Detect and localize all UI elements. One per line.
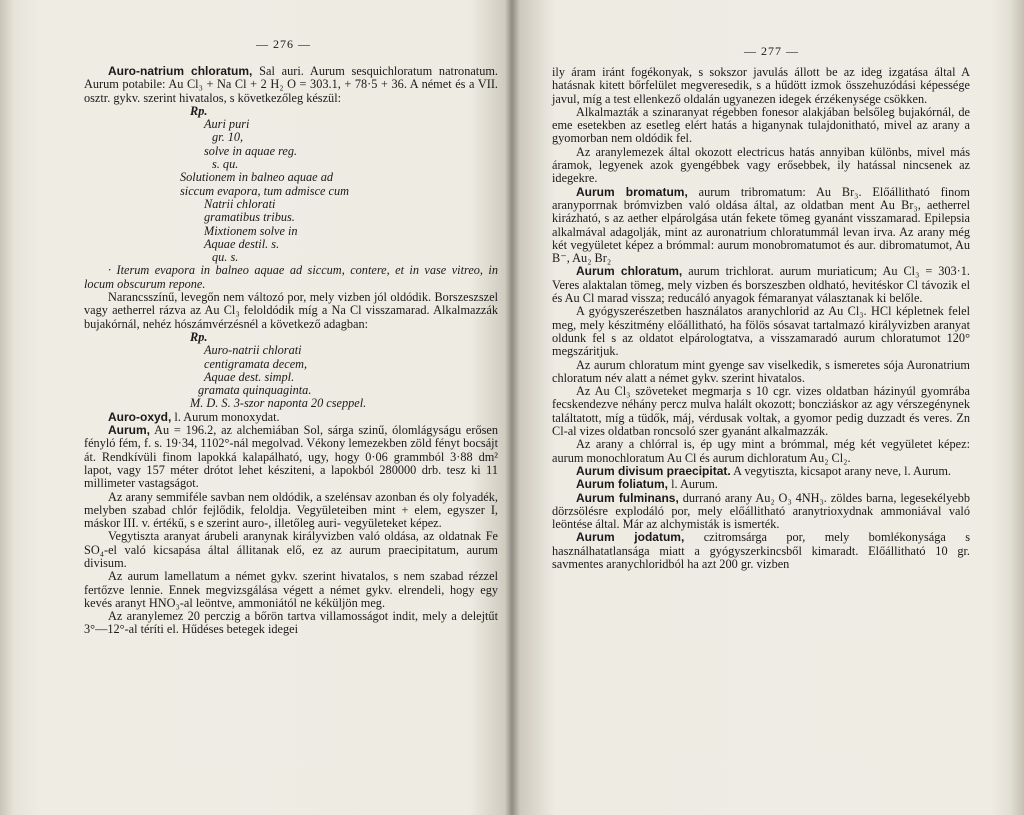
entry-text: aurum trichlorat. aurum muriaticum; Au Cl₃ = 303·1. Veres alaktalan tömeg, mely vizben és borszeszben oldható, hevitéskor Cl távozik el és Au Cl marad vissza; reducáló anyagok fémaranyat választanak ki belőle. [552, 264, 970, 306]
recipe-line: Aquae dest. simpl. [204, 369, 295, 384]
entry-heading: Aurum bromatum, [576, 184, 688, 199]
paragraph: Az arany semmiféle savban nem oldódik, a szelénsav azonban és oly folyadék, melyben szabad chlór fejlődik, feloldja. Vegyületeiben mint + elem, egyszer I, máskor III. v. értékű, s e szerint auro-, illetőleg auri- vegyületeket képez. [84, 489, 498, 531]
entry-heading: Aurum jodatum, [576, 530, 685, 545]
recipe [84, 331, 498, 411]
entry-text: Sal auri. Aurum sesquichloratum natronatum. Aurum potabile: Au Cl₃ + Na Cl + 2 H₂ O = 303.1, + 78·5 + 36. A német és a VII. osztr. gykv. szerint hivatalos, s következőleg készül: [84, 64, 498, 105]
page-number: — 277 — [744, 44, 799, 58]
paragraph: Az arany a chlórral is, ép ugy mint a brómmal, még két vegyületet képez: aurum monochloratum Au Cl és aurum dichloratum Au₂ Cl₂. [552, 437, 970, 465]
recipe-line: Solutionem in balneo aquae ad [180, 170, 334, 185]
paragraph: Vegytiszta aranyat árubeli aranynak királyvizben való oldása, az oldatnak Fe SO₄-el való kicsapása által állitanak elő, ez az aurum praecipitatum, aurum divisum. [84, 529, 498, 570]
recipe-line: gr. 10, [212, 130, 244, 145]
recipe-line: Auro-natrii chlorati [204, 343, 302, 358]
recipe-instruction: · Iterum evapora in balneo aquae ad siccum, contere, et in vase vitreo, in locum obscurum repone. [84, 263, 498, 291]
entry-text: A vegytiszta, kicsapot arany neve, l. Aurum. [730, 463, 951, 478]
entry-heading: Aurum foliatum, [576, 477, 668, 492]
recipe-line: gramata quinquaginta. [198, 383, 312, 398]
recipe-line: centigramata decem, [204, 356, 308, 371]
recipe-line: siccum evapora, tum admisce cum [180, 183, 350, 198]
paragraph [552, 492, 970, 532]
paragraph [84, 411, 498, 424]
text-column [84, 65, 498, 637]
paragraph: Az aurum lamellatum a német gykv. szerint hivatalos, s nem szabad rézzel fertőzve lennie. Ennek megvizsgálása végett a német gykv. elrendeli, hogy egy kevés aranyt HNO₃-al leöntve, ammoniától ne kéküljön meg. [84, 569, 498, 610]
paragraph [84, 65, 498, 105]
paragraph [84, 424, 498, 490]
entry-heading: Aurum fulminans, [576, 490, 679, 505]
entry-text: durranó arany Au₂ O₃ 4NH₃. zöldes barna, legesekélyebb dörzsölésre explodáló por, mely előállitható aranytrioxydnak ammoniával való leöntése által. Már az alchymisták is ismerték. [552, 490, 970, 532]
paragraph: Az Au Cl₃ szöveteket megmarja s 10 cgr. vizes oldatban házinyúl gyomrába fecskendezve néhány percz mulva halált okozott; boncziáskor az agy vérszegénynek találtatott, míg a tüdők, máj, vérdusak voltak, a gyomor pedig duzzadt és veres. Zn Cl-al vizes oldatban roncsoló szer gyanánt alkalmazzák. [552, 384, 970, 439]
entry-text: aurum tribromatum: Au Br₃. Előállitható finom aranyporrnak brómvizben való oldása által, az oldatban ment Au Br₃, aetherrel kirázható, s az aether elpárolgása után fekete tömeg gyanánt visszamarad. Epilepsia alkalmával adagolják, mint az auronatrium chloratummál levan irva. Az arany még két vegyületet képez a brómmal: aurum monobromatumot és aur. dibromatumot, Au B⁻, Au₂ Br₂ [552, 184, 970, 266]
recipe-line: Mixtionem solve in [204, 223, 298, 238]
recipe-line: Rp. [190, 103, 208, 118]
paragraph: A gyógyszerészetben használatos aranychlorid az Au Cl₃. HCl képletnek felel meg, mely készitmény előállitható, ha fölös sósavat tartalmazó királyvizben aranyat oldunk fel s az oldatot elpárologtatva, a visszamaradó aurum chloratumot 120° megszáritjuk. [552, 304, 970, 359]
paragraph [552, 265, 970, 305]
recipe-line: qu. s. [212, 250, 239, 265]
recipe-line: M. D. S. 3-szor naponta 20 cseppel. [190, 396, 367, 411]
right-page [512, 0, 1024, 815]
recipe [84, 105, 498, 265]
recipe-line: Rp. [190, 329, 208, 344]
paragraph: Az aurum chloratum mint gyenge sav viselkedik, s ismeretes sója Auronatrium chloratum név alatt a német gykv. szerint hivatalos. [552, 357, 970, 385]
paragraph [552, 465, 970, 478]
entry-heading: Aurum, [108, 423, 150, 438]
recipe-line: gramatibus tribus. [204, 210, 295, 225]
page-number: — 276 — [256, 37, 311, 51]
entry-text: l. Aurum. [668, 477, 718, 492]
paragraph: ily áram iránt fogékonyak, s sokszor javulás állott be az ideg izgatása által A hatásnak kitett bőrfelület megveresedik, s a hűdött izmok összehuzódási képessége javul, míg a test ellenkező oldalán ugyanezen idegek érzékenysége csökken. [552, 65, 970, 106]
entry-text: Au = 196.2, az alchemiában Sol, sárga szinű, ólomlágyságu erősen fényló fém, f. s. 19·34, 1102°-nál megolvad. Vékony lemezekben zöld fényt bocsájt át. Rendkívüli finom lapokká kalapálható, ugy, hogy 0·06 grammból 3·88 dm² lapot, vagy 157 méter drótot lehet késziteni, a lapokból 280000 drb. tesz ki 11 millimeter vastagságot. [84, 423, 498, 491]
entry-text: l. Aurum monoxydat. [171, 409, 280, 424]
paragraph: Az aranylemezek által okozott electricus hatás annyiban különbs, mivel más áramok, legyenek azok gyengébbek vagy erősebbek, ily hatással nincsenek az idegekre. [552, 144, 970, 186]
recipe-line: Auri puri [204, 117, 250, 132]
paragraph: Alkalmazták a szinaranyat régebben fonesor alakjában belsőleg bujakórnál, de eme esetekben az esetleg elért hatás a higanynak tulajdonitható, mivel az arany a gyomorban nem oldódik fel. [552, 104, 970, 146]
recipe-line: s. qu. [212, 157, 239, 172]
entry-text: czitromsárga por, mely bomlékonysága s használhatatlansága miatt a gyógyszerkincsből kimaradt. Előállitható 10 gr. savmentes aranychloridból ha azt 200 gr. vizben [552, 530, 971, 571]
entry-heading: Aurum divisum praecipitat. [576, 463, 731, 478]
paragraph: Narancsszínű, levegőn nem változó por, mely vizben jól oldódik. Borszeszszel vagy aetherrel rázva az Au Cl₃ feloldódik míg a Na Cl visszamarad. Alkalmazzák bujakórnál, nehéz hószámvérzésnél a következő adagban: [84, 290, 498, 331]
paragraph [552, 478, 970, 491]
entry-heading: Auro-natrium chloratum, [108, 64, 253, 78]
entry-heading: Aurum chloratum, [576, 264, 683, 279]
recipe-line: Natrii chlorati [204, 196, 276, 211]
paragraph: Az aranylemez 20 perczig a bőrön tartva villamosságot indit, mely a delejtűt 3°—12°-al téríti el. Hűdéses betegek idegei [84, 609, 498, 637]
paragraph [552, 186, 970, 266]
text-column [552, 66, 970, 571]
recipe-line: Aquae destil. s. [204, 236, 280, 251]
recipe-line: solve in aquae reg. [204, 143, 298, 158]
entry-heading: Auro-oxyd, [108, 409, 172, 424]
paragraph [552, 531, 970, 571]
